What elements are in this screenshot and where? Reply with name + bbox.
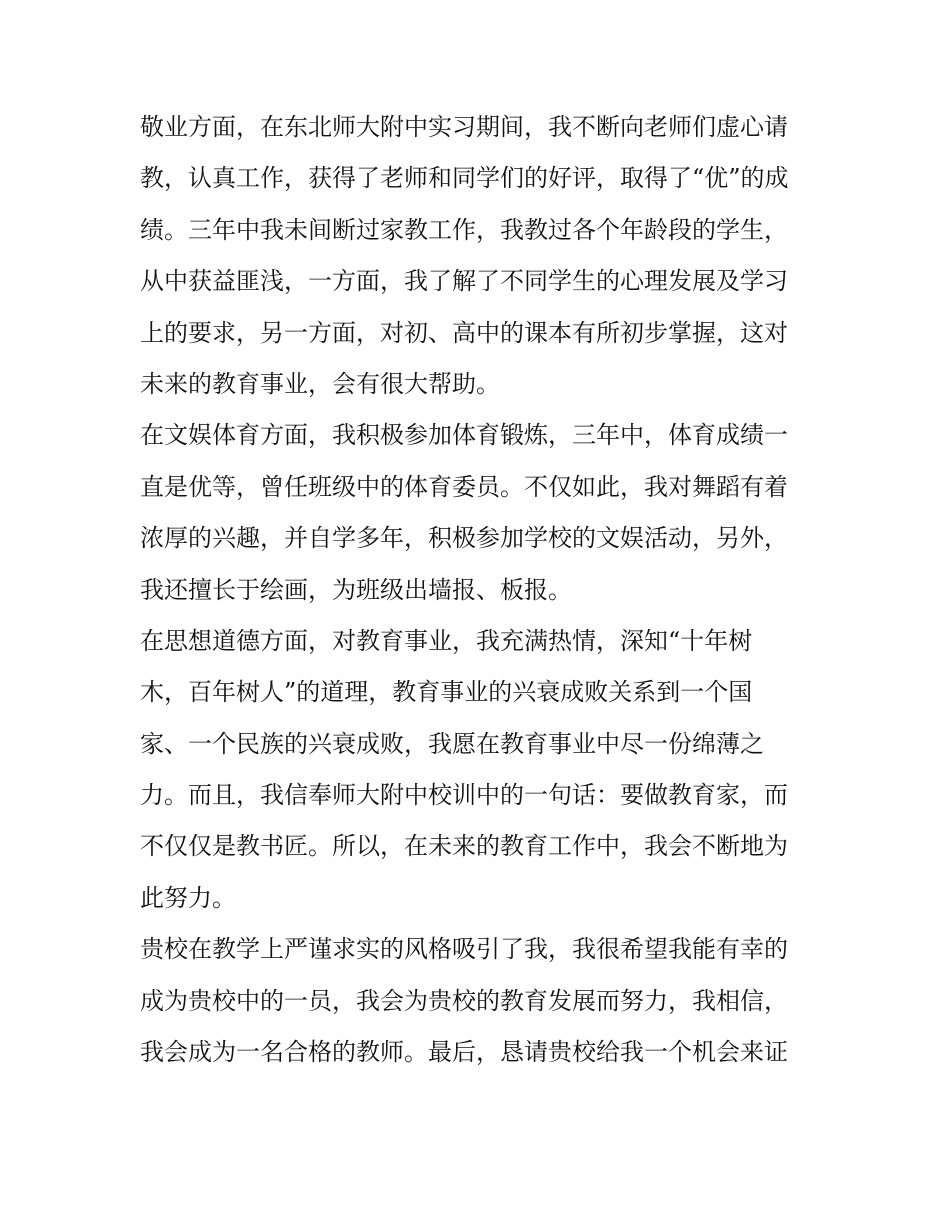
text-line: 贵校在教学上严谨求实的风格吸引了我，我很希望我能有幸的 bbox=[140, 935, 788, 964]
text-line: 从中获益匪浅，一方面，我了解了不同学生的心理发展及学习 bbox=[140, 267, 788, 296]
text-line: 在思想道德方面，对教育事业，我充满热情，深知“十年树 bbox=[140, 626, 753, 655]
text-line: 教，认真工作，获得了老师和同学们的好评，取得了“优”的成 bbox=[140, 164, 789, 193]
body-text bbox=[140, 108, 820, 1084]
text-line: 未来的教育事业，会有很大帮助。 bbox=[140, 369, 500, 398]
text-line: 上的要求，另一方面，对初、高中的课本有所初步掌握，这对 bbox=[140, 318, 788, 347]
text-line: 不仅仅是教书匠。所以，在未来的教育工作中，我会不断地为 bbox=[140, 832, 788, 861]
text-line: 力。而且，我信奉师大附中校训中的一句话：要做教育家，而 bbox=[140, 781, 788, 810]
text-line: 直是优等，曾任班级中的体育委员。不仅如此，我对舞蹈有着 bbox=[140, 472, 788, 501]
text-line: 我还擅长于绘画，为班级出墙报、板报。 bbox=[140, 575, 572, 604]
text-line: 绩。三年中我未间断过家教工作，我教过各个年龄段的学生， bbox=[140, 215, 788, 244]
text-line: 在文娱体育方面，我积极参加体育锻炼，三年中，体育成绩一 bbox=[140, 421, 788, 450]
text-line: 浓厚的兴趣，并自学多年，积极参加学校的文娱活动，另外， bbox=[140, 524, 788, 553]
text-line: 成为贵校中的一员，我会为贵校的教育发展而努力，我相信， bbox=[140, 986, 788, 1015]
text-line: 我会成为一名合格的教师。最后，恳请贵校给我一个机会来证 bbox=[140, 1038, 788, 1067]
text-line: 木，百年树人”的道理，教育事业的兴衰成败关系到一个国 bbox=[140, 678, 753, 707]
text-line: 敬业方面，在东北师大附中实习期间，我不断向老师们虚心请 bbox=[140, 113, 788, 141]
text-line: 家、一个民族的兴衰成败，我愿在教育事业中尽一份绵薄之 bbox=[140, 729, 764, 758]
text-line: 此努力。 bbox=[140, 883, 236, 912]
